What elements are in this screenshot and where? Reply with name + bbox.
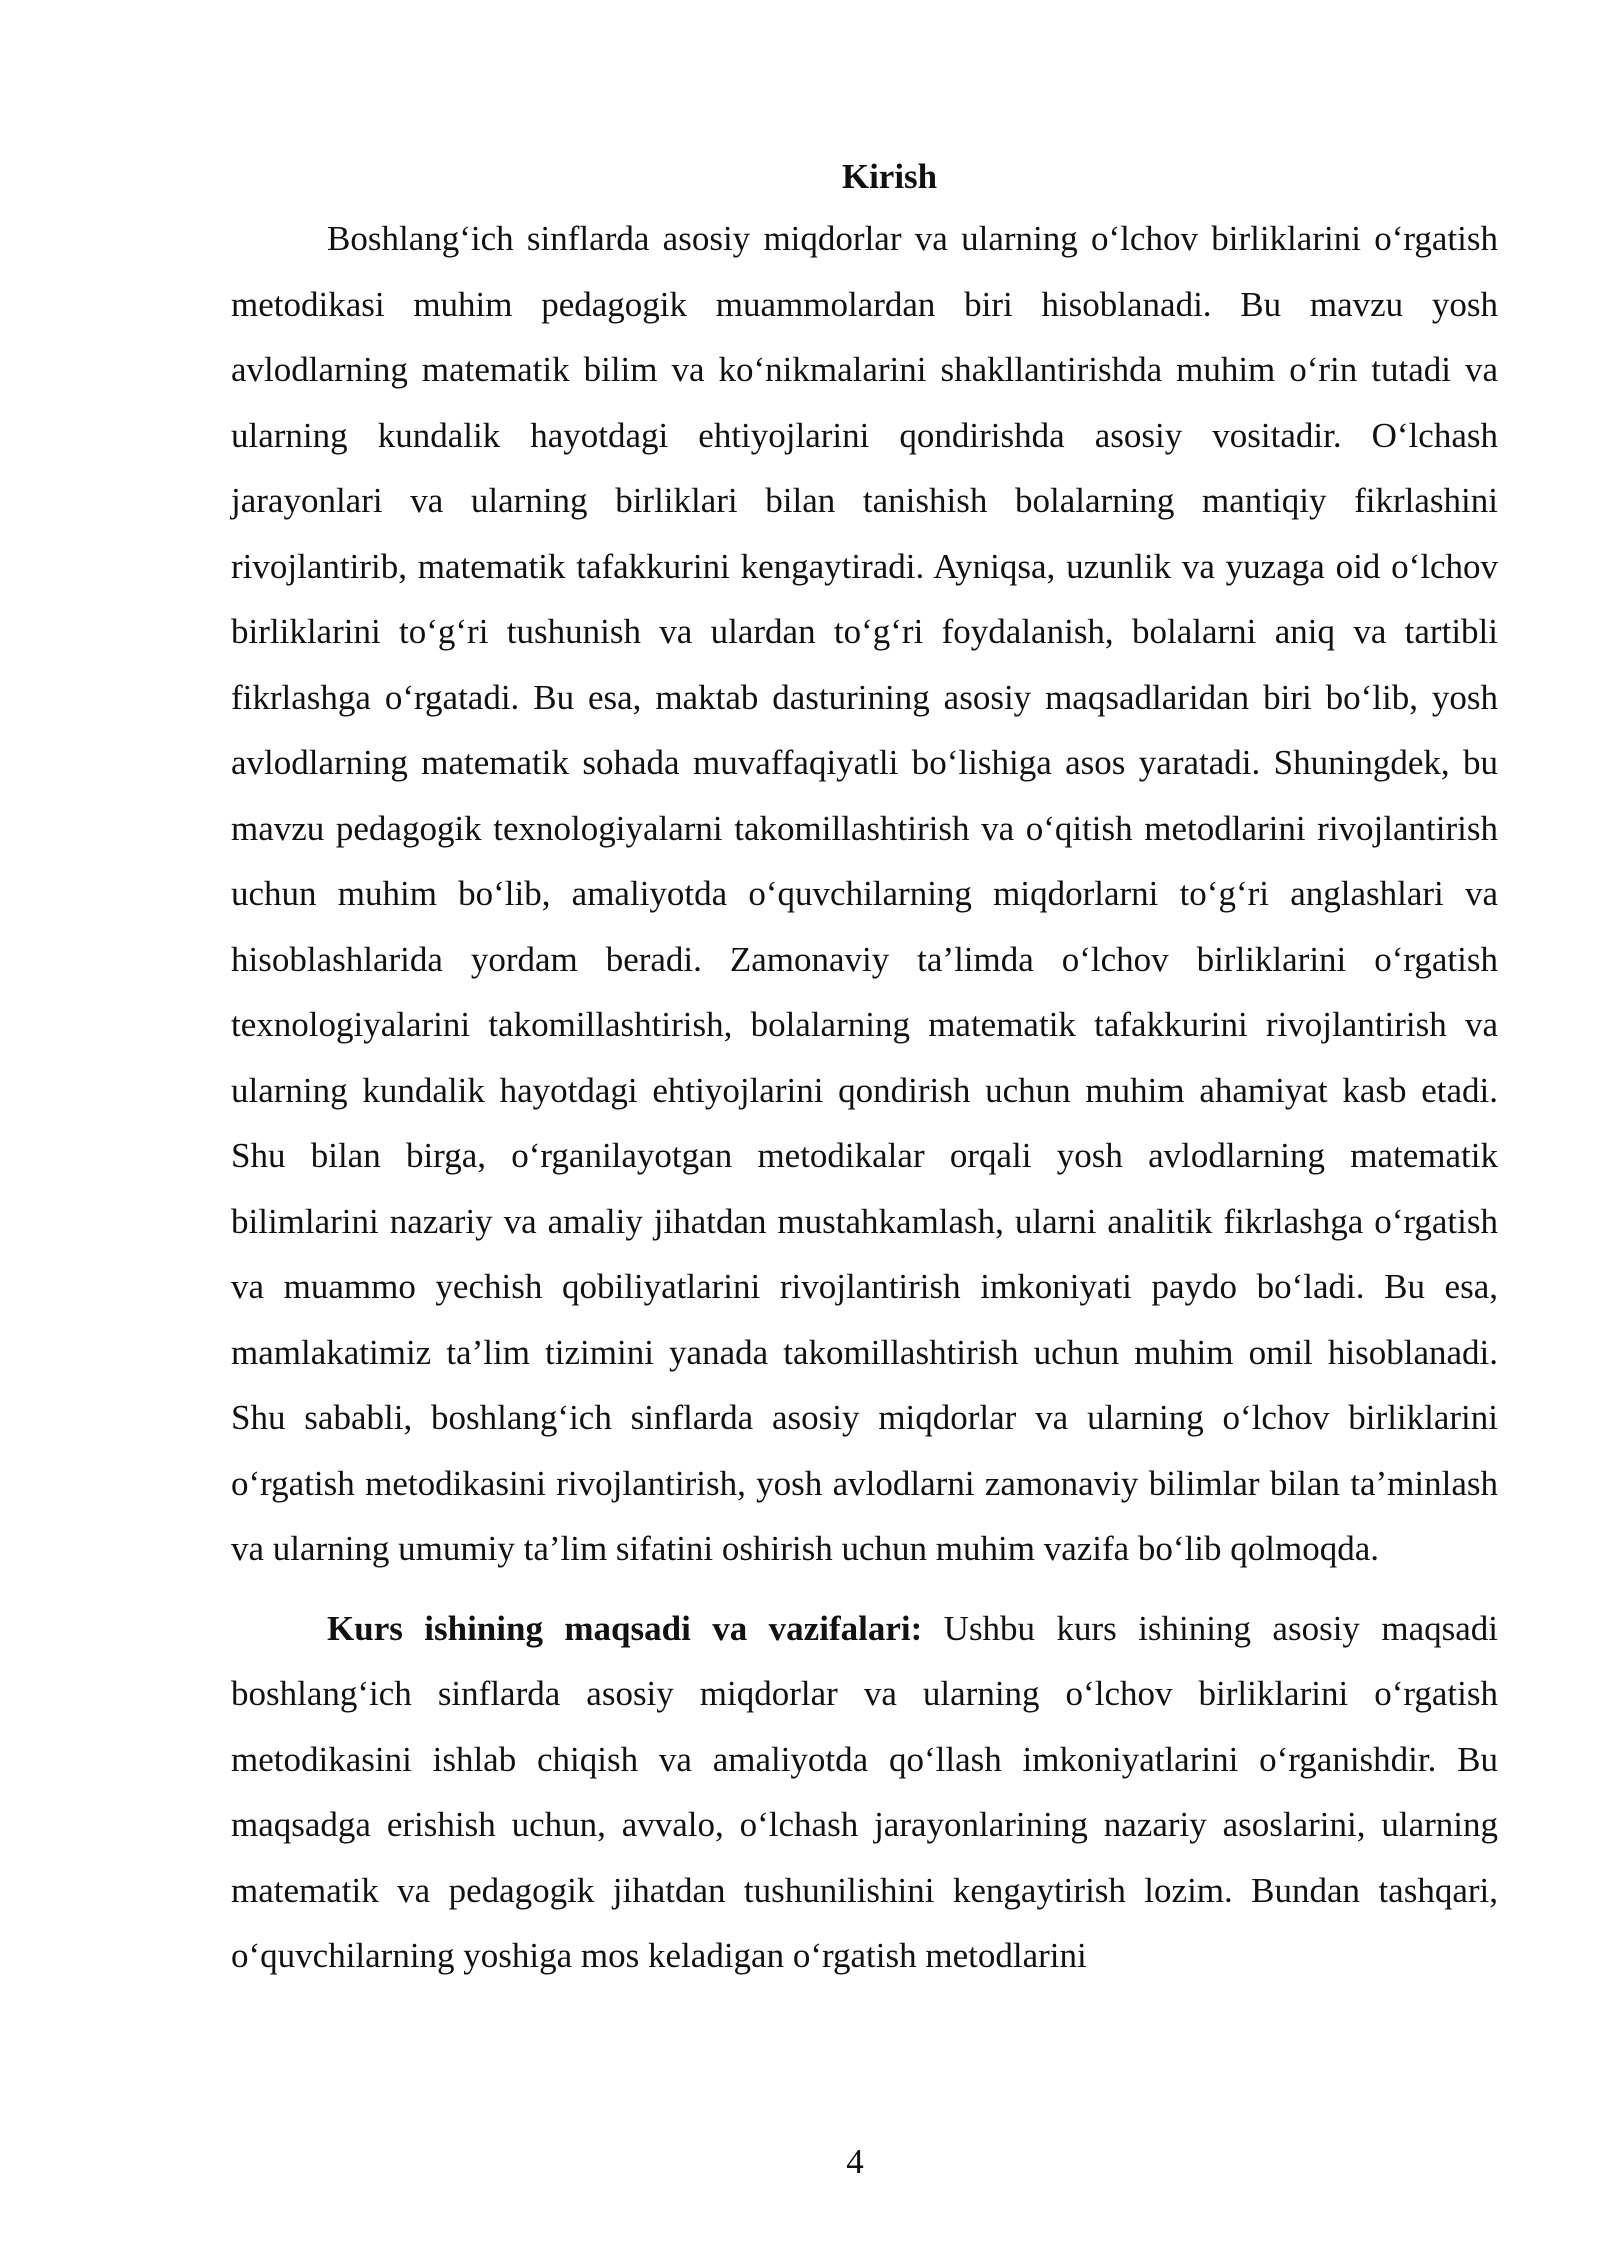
intro-paragraph: Boshlang‘ich sinflarda asosiy miqdorlar va ularning o‘lchov birliklarini o‘rgatish metodikasi muhim pedagogik muammolardan biri hisoblanadi. Bu mavzu yosh avlodlarning matematik bilim va ko‘nikmalarini shakllantirishda muhim o‘rin tutadi va ularning kundalik hayotdagi ehtiyojlarini qondirishda asosiy vositadir. O‘lchash jarayonlari va ularning birliklari bilan tanishish bolalarning mantiqiy fikrlashini rivojlantirib, matematik tafakkurini kengaytiradi. Ayniqsa, uzunlik va yuzaga oid o‘lchov birliklarini to‘g‘ri tushunish va ulardan to‘g‘ri foydalanish, bolalarni aniq va tartibli fikrlashga o‘rgatadi. Bu esa, maktab dasturining asosiy maqsadlaridan biri bo‘lib, yosh avlodlarning matematik sohada muvaffaqiyatli bo‘lishiga asos yaratadi. Shuningdek, bu mavzu pedagogik texnologiyalarni takomillashtirish va o‘qitish metodlarini rivojlantirish uchun muhim bo‘lib, amaliyotda o‘quvchilarning miqdorlarni to‘g‘ri anglashlari va hisoblashlarida yordam beradi. Zamonaviy ta’limda o‘lchov birliklarini o‘rgatish texnologiyalarini takomillashtirish, bolalarning matematik tafakkurini rivojlantirish va ularning kundalik hayotdagi ehtiyojlarini qondirish uchun muhim ahamiyat kasb etadi. Shu bilan birga, o‘rganilayotgan metodikalar orqali yosh avlodlarning matematik bilimlarini nazariy va amaliy jihatdan mustahkamlash, ularni analitik fikrlashga o‘rgatish va muammo yechish qobiliyatlarini rivojlantirish imkoniyati paydo bo‘ladi. Bu esa, mamlakatimiz ta’lim tizimini yanada takomillashtirish uchun muhim omil hisoblanadi. Shu sababli, boshlang‘ich sinflarda asosiy miqdorlar va ularning o‘lchov birliklarini o‘rgatish metodikasini rivojlantirish, yosh avlodlarni zamonaviy bilimlar bilan ta’minlash va ularning umumiy ta’lim sifatini oshirish uchun muhim vazifa bo‘lib qolmoqda. [231, 219, 1498, 1568]
page-content [231, 148, 1498, 1989]
goals-paragraph-body: Ushbu kurs ishining asosiy maqsadi boshlang‘ich sinflarda asosiy miqdorlar va ularning o‘lchov birliklarini o‘rgatish metodikasini ishlab chiqish va amaliyotda qo‘llash imkoniyatlarini o‘rganishdir. Bu maqsadga erishish uchun, avvalo, o‘lchash jarayonlarining nazariy asoslarini, ularning matematik va pedagogik jihatdan tushunilishini kengaytirish lozim. Bundan tashqari, o‘quvchilarning yoshiga mos keladigan o‘rgatish metodlarini [231, 1608, 1498, 1975]
goals-paragraph [231, 1596, 1498, 1989]
page-number: 4 [846, 2142, 864, 2181]
goals-paragraph-lead: Kurs ishining maqsadi va vazifalari: [327, 1608, 923, 1648]
section-heading: Kirish [841, 157, 938, 196]
